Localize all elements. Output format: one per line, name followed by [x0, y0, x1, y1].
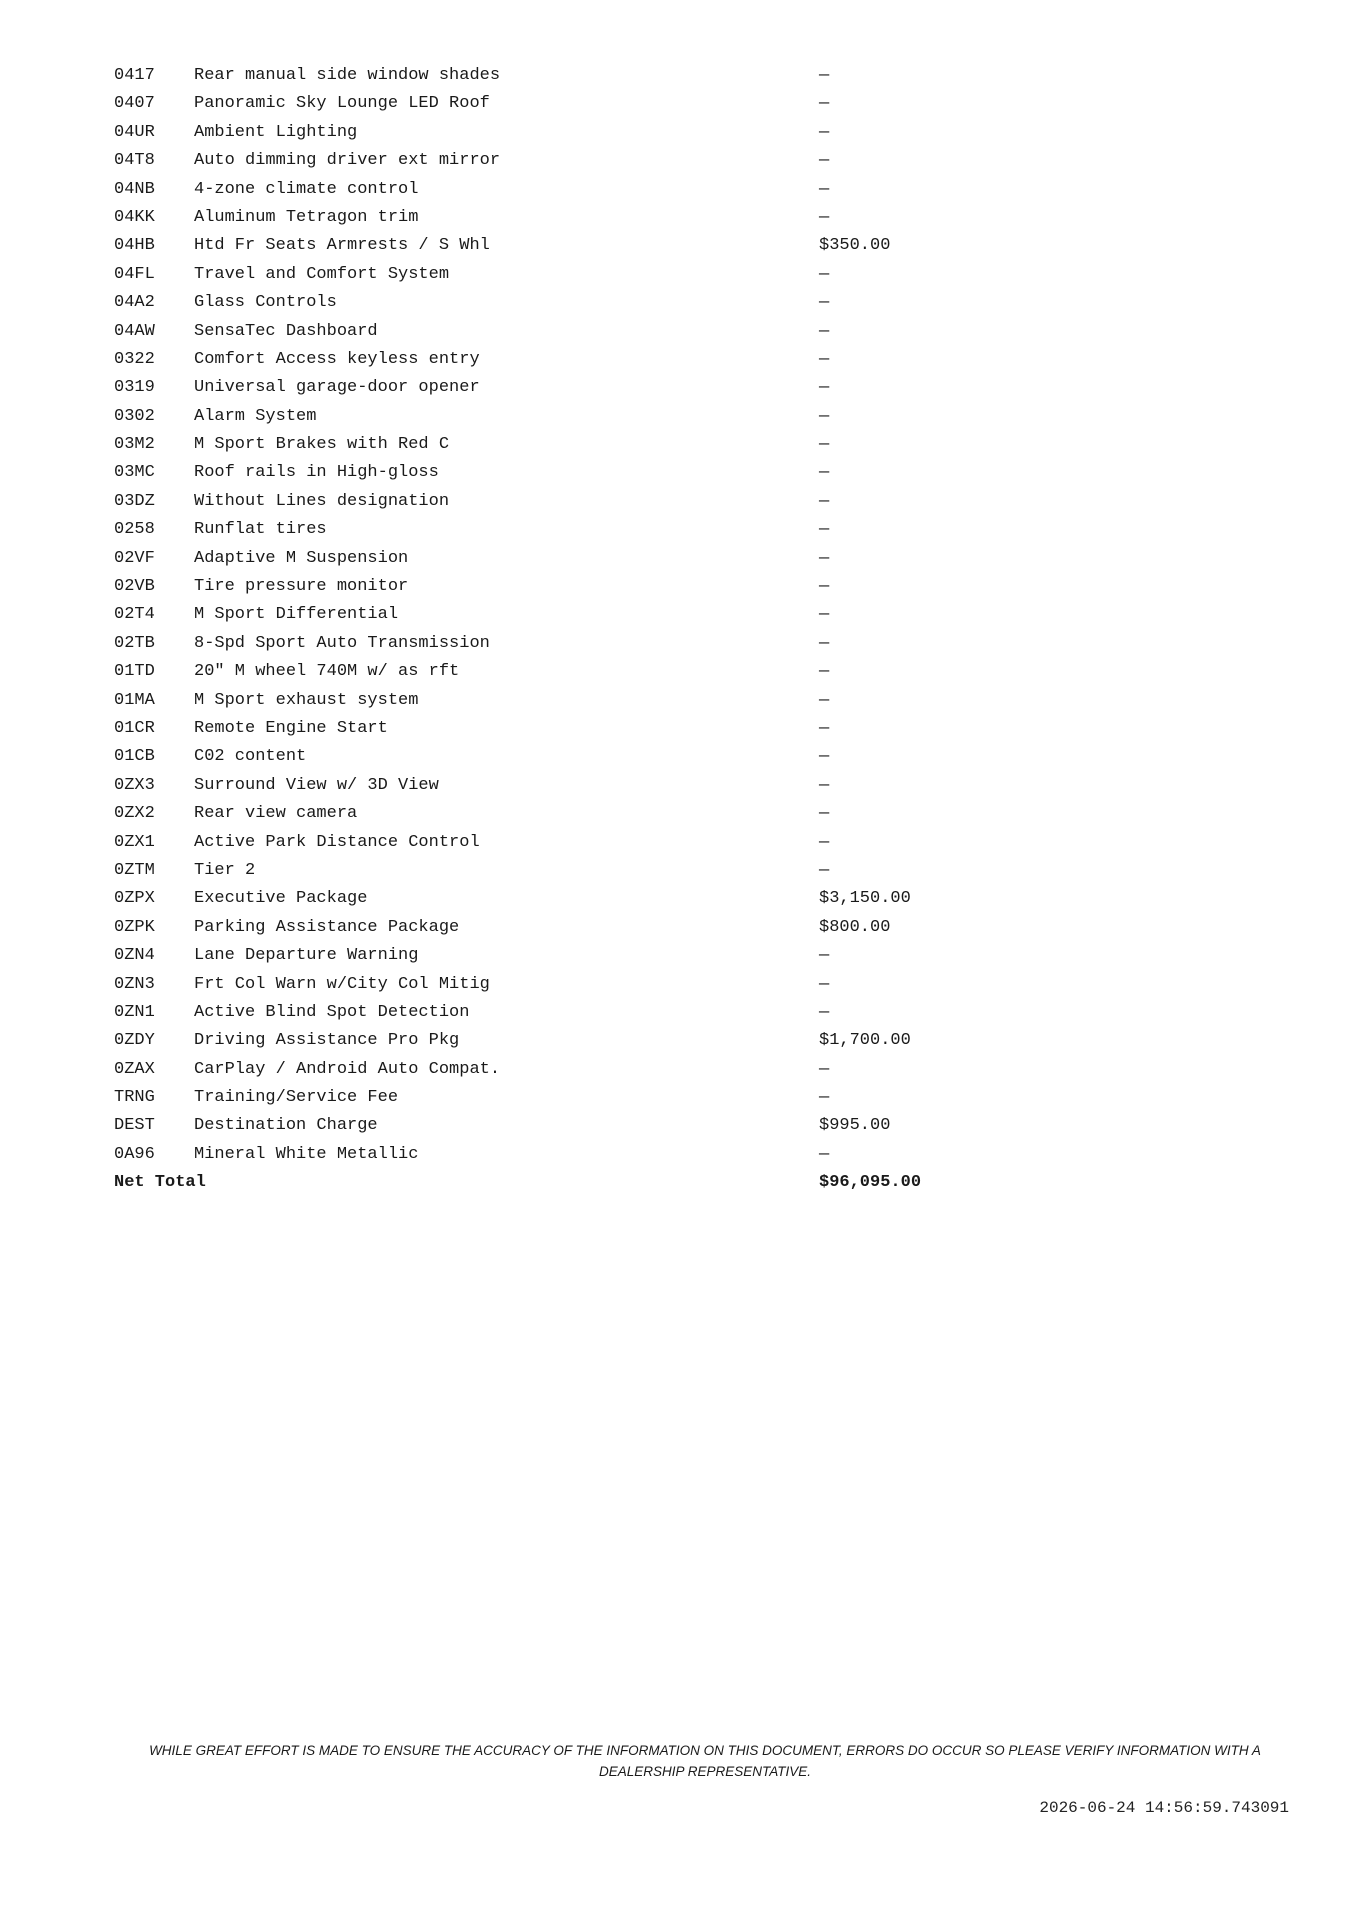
option-code: 04FL — [114, 264, 155, 284]
option-description: M Sport Brakes with Red C — [194, 435, 450, 455]
option-row — [114, 488, 1214, 516]
option-code: 03DZ — [114, 491, 155, 511]
option-code: 0ZX1 — [114, 832, 155, 852]
option-price: — — [819, 321, 830, 341]
option-row — [114, 999, 1214, 1027]
option-code: 0ZPK — [114, 917, 155, 937]
option-row — [114, 857, 1214, 885]
option-row — [114, 800, 1214, 828]
option-price: — — [819, 747, 830, 767]
option-description: Surround View w/ 3D View — [194, 775, 439, 795]
option-price: $350.00 — [819, 236, 891, 256]
option-price: — — [819, 832, 830, 852]
option-code: 02VB — [114, 577, 155, 597]
option-price: — — [819, 491, 830, 511]
option-description: Executive Package — [194, 889, 368, 909]
option-price: — — [819, 946, 830, 966]
option-code: 04KK — [114, 207, 155, 227]
option-description: Mineral White Metallic — [194, 1144, 419, 1164]
option-description: Without Lines designation — [194, 491, 450, 511]
option-row — [114, 687, 1214, 715]
option-description: Panoramic Sky Lounge LED Roof — [194, 94, 490, 114]
option-price: — — [819, 66, 830, 85]
option-description: SensaTec Dashboard — [194, 321, 378, 341]
option-price: — — [819, 122, 830, 142]
option-price: — — [819, 349, 830, 369]
option-code: 0ZX3 — [114, 775, 155, 795]
option-code: 0407 — [114, 94, 155, 114]
option-description: Driving Assistance Pro Pkg — [194, 1031, 460, 1051]
option-description: Tier 2 — [194, 860, 256, 880]
option-row — [114, 658, 1214, 686]
option-description: CarPlay / Android Auto Compat. — [194, 1059, 501, 1079]
option-code: 01CB — [114, 747, 155, 767]
option-code: 04UR — [114, 122, 155, 142]
option-row — [114, 1141, 1214, 1169]
option-price: — — [819, 151, 830, 171]
option-description: Destination Charge — [194, 1116, 378, 1136]
option-row — [114, 119, 1214, 147]
option-row — [114, 374, 1214, 402]
option-code: 04HB — [114, 236, 155, 256]
option-price: — — [819, 662, 830, 682]
option-row — [114, 318, 1214, 346]
option-code: 0302 — [114, 406, 155, 426]
option-price: — — [819, 94, 830, 114]
option-description: Active Park Distance Control — [194, 832, 480, 852]
option-row — [114, 1084, 1214, 1112]
option-row — [114, 885, 1214, 913]
option-code: 0ZN4 — [114, 946, 155, 966]
option-price: — — [819, 718, 830, 738]
option-code: 02VF — [114, 548, 155, 568]
option-row — [114, 971, 1214, 999]
option-row — [114, 743, 1214, 771]
option-row — [114, 403, 1214, 431]
option-description: 20" M wheel 740M w/ as rft — [194, 662, 460, 682]
option-price: — — [819, 406, 830, 426]
option-description: Active Blind Spot Detection — [194, 1002, 470, 1022]
option-description: Glass Controls — [194, 293, 337, 313]
option-code: 04A2 — [114, 293, 155, 313]
option-code: 04NB — [114, 179, 155, 199]
option-row — [114, 261, 1214, 289]
option-code: 03MC — [114, 463, 155, 483]
option-code: 04T8 — [114, 151, 155, 171]
option-description: Rear manual side window shades — [194, 66, 501, 85]
option-price: $800.00 — [819, 917, 891, 937]
option-code: 02T4 — [114, 605, 155, 625]
option-price: — — [819, 633, 830, 653]
option-code: 0ZN3 — [114, 974, 155, 994]
option-description: 4-zone climate control — [194, 179, 419, 199]
option-price: — — [819, 264, 830, 284]
option-row — [114, 431, 1214, 459]
option-description: Universal garage-door opener — [194, 378, 480, 398]
option-description: Runflat tires — [194, 520, 327, 540]
timestamp: 2026-06-24 14:56:59.743091 — [1039, 1799, 1289, 1817]
option-description: Roof rails in High-gloss — [194, 463, 439, 483]
option-row — [114, 62, 1214, 90]
option-description: Lane Departure Warning — [194, 946, 419, 966]
option-price: — — [819, 463, 830, 483]
option-description: Aluminum Tetragon trim — [194, 207, 419, 227]
option-price: — — [819, 775, 830, 795]
option-description: M Sport Differential — [194, 605, 399, 625]
option-row — [114, 232, 1214, 260]
option-price: — — [819, 378, 830, 398]
option-price: — — [819, 577, 830, 597]
option-row — [114, 516, 1214, 544]
option-code: 0ZDY — [114, 1031, 155, 1051]
option-row — [114, 630, 1214, 658]
option-price: — — [819, 1088, 830, 1108]
option-code: 0417 — [114, 66, 155, 85]
option-price: — — [819, 690, 830, 710]
option-description: Auto dimming driver ext mirror — [194, 151, 501, 171]
option-code: 01TD — [114, 662, 155, 682]
option-row — [114, 1027, 1214, 1055]
option-description: Comfort Access keyless entry — [194, 349, 480, 369]
option-price: $1,700.00 — [819, 1031, 911, 1051]
option-row — [114, 289, 1214, 317]
option-row — [114, 204, 1214, 232]
option-description: Parking Assistance Package — [194, 917, 460, 937]
option-row — [114, 176, 1214, 204]
option-row — [114, 829, 1214, 857]
option-row — [114, 346, 1214, 374]
option-description: Frt Col Warn w/City Col Mitig — [194, 974, 490, 994]
net-total-value: $96,095.00 — [819, 1173, 922, 1193]
option-price: — — [819, 1144, 830, 1164]
option-price: $3,150.00 — [819, 889, 911, 909]
net-total-label: Net Total — [114, 1173, 206, 1193]
option-code: 02TB — [114, 633, 155, 653]
option-price: — — [819, 1059, 830, 1079]
option-description: Tire pressure monitor — [194, 577, 409, 597]
option-price: — — [819, 435, 830, 455]
option-price: — — [819, 548, 830, 568]
option-code: 0258 — [114, 520, 155, 540]
option-row — [114, 90, 1214, 118]
option-code: 0ZN1 — [114, 1002, 155, 1022]
option-description: Rear view camera — [194, 804, 358, 824]
disclaimer-text: WHILE GREAT EFFORT IS MADE TO ENSURE THE ACCURACY OF THE INFORMATION ON THIS DOCUMENT, ERRORS DO OCCUR SO PLEASE VERIFY INFORMATION WITH A DEALERSHIP REPRESENTATIVE. — [149, 1743, 1261, 1779]
option-price: — — [819, 860, 830, 880]
option-description: Adaptive M Suspension — [194, 548, 409, 568]
option-row — [114, 459, 1214, 487]
option-row — [114, 573, 1214, 601]
option-description: Travel and Comfort System — [194, 264, 450, 284]
option-code: 0ZX2 — [114, 804, 155, 824]
option-price: — — [819, 804, 830, 824]
option-description: Htd Fr Seats Armrests / S Whl — [194, 236, 490, 256]
option-price: — — [819, 520, 830, 540]
option-price: — — [819, 207, 830, 227]
option-description: Training/Service Fee — [194, 1088, 399, 1108]
option-code: 04AW — [114, 321, 155, 341]
option-code: TRNG — [114, 1088, 155, 1108]
option-price: — — [819, 179, 830, 199]
option-code: 0322 — [114, 349, 155, 369]
options-list — [114, 62, 1214, 1198]
option-row — [114, 601, 1214, 629]
option-row — [114, 715, 1214, 743]
option-code: DEST — [114, 1116, 155, 1136]
option-price: $995.00 — [819, 1116, 891, 1136]
option-row — [114, 942, 1214, 970]
option-price: — — [819, 974, 830, 994]
option-code: 0319 — [114, 378, 155, 398]
option-row — [114, 1112, 1214, 1140]
option-row — [114, 147, 1214, 175]
option-code: 03M2 — [114, 435, 155, 455]
option-price: — — [819, 1002, 830, 1022]
option-row — [114, 1056, 1214, 1084]
option-code: 0ZAX — [114, 1059, 155, 1079]
option-description: 8-Spd Sport Auto Transmission — [194, 633, 490, 653]
option-row — [114, 914, 1214, 942]
option-row — [114, 772, 1214, 800]
option-description: C02 content — [194, 747, 307, 767]
option-code: 0A96 — [114, 1144, 155, 1164]
net-total-row — [114, 1169, 1214, 1197]
option-price: — — [819, 293, 830, 313]
option-description: Remote Engine Start — [194, 718, 388, 738]
option-description: Ambient Lighting — [194, 122, 358, 142]
option-code: 0ZTM — [114, 860, 155, 880]
option-code: 0ZPX — [114, 889, 155, 909]
option-price: — — [819, 605, 830, 625]
option-code: 01CR — [114, 718, 155, 738]
option-code: 01MA — [114, 690, 155, 710]
option-description: M Sport exhaust system — [194, 690, 419, 710]
option-description: Alarm System — [194, 406, 317, 426]
option-row — [114, 545, 1214, 573]
